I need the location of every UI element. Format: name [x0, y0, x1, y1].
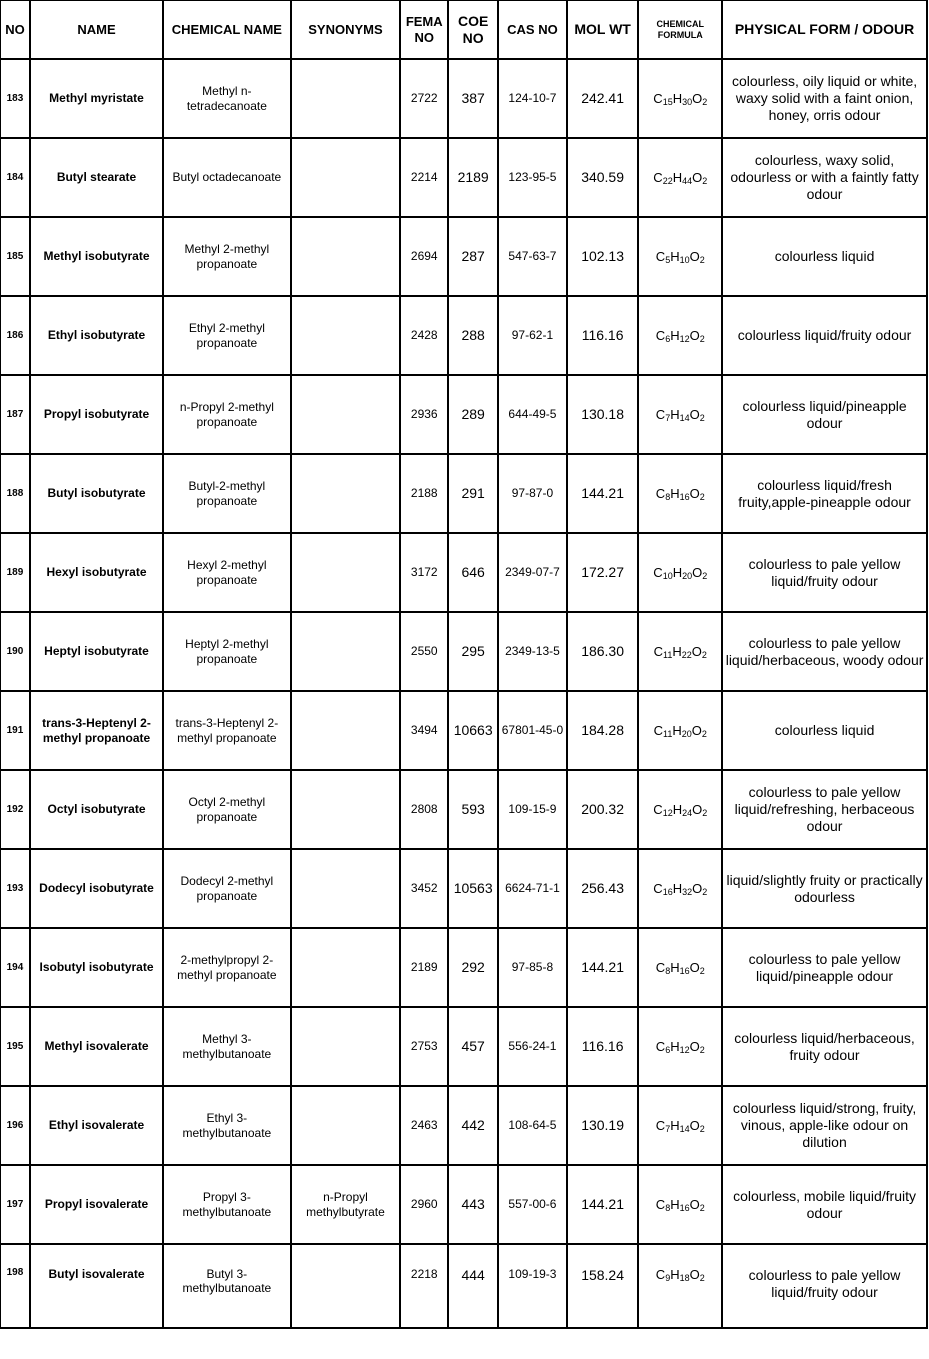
cell-mol-wt: 158.24: [567, 1244, 639, 1328]
header-chemical-formula: CHEMICAL FORMULA: [638, 0, 722, 59]
cell-no: 194: [0, 928, 30, 1007]
cell-mol-wt: 256.43: [567, 849, 639, 928]
cell-synonyms: [291, 217, 401, 296]
cell-name: Methyl isovalerate: [30, 1007, 163, 1086]
cell-chemical-name: trans-3-Heptenyl 2-methyl propanoate: [163, 691, 291, 770]
cell-formula: $C_{11}H_{20}O_2$: [638, 691, 722, 770]
cell-mol-wt: 184.28: [567, 691, 639, 770]
cell-fema-no: 2218: [400, 1244, 448, 1328]
cell-chemical-name: Butyl octadecanoate: [163, 138, 291, 217]
cell-no: 183: [0, 59, 30, 138]
cell-synonyms: [291, 533, 401, 612]
cell-physical-form: colourless, oily liquid or white, waxy solid with a faint onion, honey, orris odour: [722, 59, 927, 138]
cell-synonyms: [291, 1086, 401, 1165]
cell-mol-wt: 102.13: [567, 217, 639, 296]
cell-coe-no: 288: [448, 296, 498, 375]
cell-name: Octyl isobutyrate: [30, 770, 163, 849]
cell-mol-wt: 116.16: [567, 1007, 639, 1086]
cell-coe-no: 289: [448, 375, 498, 454]
cell-name: Butyl isovalerate: [30, 1244, 163, 1328]
cell-fema-no: 2722: [400, 59, 448, 138]
cell-name: trans-3-Heptenyl 2-methyl propanoate: [30, 691, 163, 770]
header-synonyms: SYNONYMS: [291, 0, 401, 59]
cell-coe-no: 2189: [448, 138, 498, 217]
cell-cas-no: 123-95-5: [498, 138, 567, 217]
cell-synonyms: n-Propyl methylbutyrate: [291, 1165, 401, 1244]
cell-synonyms: [291, 1007, 401, 1086]
table-row: [0, 1007, 927, 1086]
cell-fema-no: 2214: [400, 138, 448, 217]
cell-physical-form: colourless to pale yellow liquid/pineapple odour: [722, 928, 927, 1007]
cell-no: 186: [0, 296, 30, 375]
cell-coe-no: 457: [448, 1007, 498, 1086]
cell-mol-wt: 242.41: [567, 59, 639, 138]
table-row: [0, 1244, 927, 1328]
cell-name: Hexyl isobutyrate: [30, 533, 163, 612]
cell-name: Methyl myristate: [30, 59, 163, 138]
cell-chemical-name: n-Propyl 2-methyl propanoate: [163, 375, 291, 454]
cell-no: 185: [0, 217, 30, 296]
cell-cas-no: 556-24-1: [498, 1007, 567, 1086]
cell-coe-no: 443: [448, 1165, 498, 1244]
cell-name: Dodecyl isobutyrate: [30, 849, 163, 928]
cell-fema-no: 3452: [400, 849, 448, 928]
cell-cas-no: 67801-45-0: [498, 691, 567, 770]
table-row: [0, 691, 927, 770]
cell-synonyms: [291, 296, 401, 375]
cell-no: 197: [0, 1165, 30, 1244]
table-row: [0, 59, 927, 138]
cell-cas-no: 557-00-6: [498, 1165, 567, 1244]
cell-name: Propyl isobutyrate: [30, 375, 163, 454]
cell-cas-no: 97-62-1: [498, 296, 567, 375]
header-fema-no: FEMA NO: [400, 0, 448, 59]
cell-chemical-name: Ethyl 2-methyl propanoate: [163, 296, 291, 375]
cell-physical-form: colourless liquid: [722, 691, 927, 770]
cell-synonyms: [291, 849, 401, 928]
cell-fema-no: 3172: [400, 533, 448, 612]
cell-physical-form: colourless liquid: [722, 217, 927, 296]
cell-formula: $C_6H_{12}O_2$: [638, 1007, 722, 1086]
cell-cas-no: 109-15-9: [498, 770, 567, 849]
cell-formula: $C_8H_{16}O_2$: [638, 454, 722, 533]
cell-mol-wt: 186.30: [567, 612, 639, 691]
cell-name: Heptyl isobutyrate: [30, 612, 163, 691]
cell-chemical-name: Hexyl 2-methyl propanoate: [163, 533, 291, 612]
cell-fema-no: 2753: [400, 1007, 448, 1086]
cell-coe-no: 593: [448, 770, 498, 849]
cell-no: 192: [0, 770, 30, 849]
table-row: [0, 612, 927, 691]
cell-mol-wt: 144.21: [567, 1165, 639, 1244]
cell-formula: $C_{11}H_{22}O_2$: [638, 612, 722, 691]
cell-formula: $C_6H_{12}O_2$: [638, 296, 722, 375]
table-row: [0, 138, 927, 217]
header-chemical-name: CHEMICAL NAME: [163, 0, 291, 59]
cell-no: 198: [0, 1244, 30, 1328]
table-row: [0, 1086, 927, 1165]
cell-mol-wt: 144.21: [567, 928, 639, 1007]
cell-no: 188: [0, 454, 30, 533]
cell-cas-no: 97-85-8: [498, 928, 567, 1007]
cell-cas-no: 2349-07-7: [498, 533, 567, 612]
cell-synonyms: [291, 138, 401, 217]
cell-chemical-name: Heptyl 2-methyl propanoate: [163, 612, 291, 691]
cell-formula: $C_{22}H_{44}O_2$: [638, 138, 722, 217]
cell-no: 191: [0, 691, 30, 770]
cell-no: 190: [0, 612, 30, 691]
cell-formula: $C_8H_{16}O_2$: [638, 1165, 722, 1244]
table-row: [0, 849, 927, 928]
cell-synonyms: [291, 1244, 401, 1328]
table-row: [0, 454, 927, 533]
cell-chemical-name: Ethyl 3-methylbutanoate: [163, 1086, 291, 1165]
cell-coe-no: 387: [448, 59, 498, 138]
cell-cas-no: 2349-13-5: [498, 612, 567, 691]
cell-chemical-name: Butyl 3-methylbutanoate: [163, 1244, 291, 1328]
header-mol-wt: MOL WT: [567, 0, 639, 59]
cell-name: Ethyl isobutyrate: [30, 296, 163, 375]
cell-mol-wt: 130.18: [567, 375, 639, 454]
cell-physical-form: colourless, waxy solid, odourless or with a faintly fatty odour: [722, 138, 927, 217]
cell-fema-no: 2463: [400, 1086, 448, 1165]
cell-no: 193: [0, 849, 30, 928]
cell-formula: $C_7H_{14}O_2$: [638, 375, 722, 454]
cell-no: 187: [0, 375, 30, 454]
table-row: [0, 296, 927, 375]
cell-formula: $C_9H_{18}O_2$: [638, 1244, 722, 1328]
cell-coe-no: 10563: [448, 849, 498, 928]
cell-cas-no: 547-63-7: [498, 217, 567, 296]
cell-coe-no: 295: [448, 612, 498, 691]
table-row: [0, 375, 927, 454]
cell-chemical-name: Octyl 2-methyl propanoate: [163, 770, 291, 849]
cell-fema-no: 2694: [400, 217, 448, 296]
cell-chemical-name: Dodecyl 2-methyl propanoate: [163, 849, 291, 928]
cell-fema-no: 2808: [400, 770, 448, 849]
header-coe-no: COE NO: [448, 0, 498, 59]
cell-fema-no: 3494: [400, 691, 448, 770]
cell-physical-form: colourless liquid/fruity odour: [722, 296, 927, 375]
table-row: [0, 1165, 927, 1244]
cell-cas-no: 644-49-5: [498, 375, 567, 454]
cell-fema-no: 2428: [400, 296, 448, 375]
cell-mol-wt: 130.19: [567, 1086, 639, 1165]
header-name: NAME: [30, 0, 163, 59]
cell-physical-form: colourless liquid/herbaceous, fruity odour: [722, 1007, 927, 1086]
cell-name: Methyl isobutyrate: [30, 217, 163, 296]
cell-fema-no: 2188: [400, 454, 448, 533]
cell-chemical-name: Methyl 2-methyl propanoate: [163, 217, 291, 296]
cell-physical-form: colourless to pale yellow liquid/fruity odour: [722, 1244, 927, 1328]
cell-chemical-name: 2-methylpropyl 2-methyl propanoate: [163, 928, 291, 1007]
table-row: [0, 533, 927, 612]
cell-cas-no: 6624-71-1: [498, 849, 567, 928]
cell-chemical-name: Methyl 3-methylbutanoate: [163, 1007, 291, 1086]
cell-fema-no: 2189: [400, 928, 448, 1007]
cell-physical-form: colourless to pale yellow liquid/fruity odour: [722, 533, 927, 612]
cell-no: 195: [0, 1007, 30, 1086]
cell-cas-no: 97-87-0: [498, 454, 567, 533]
cell-formula: $C_7H_{14}O_2$: [638, 1086, 722, 1165]
cell-synonyms: [291, 928, 401, 1007]
cell-mol-wt: 340.59: [567, 138, 639, 217]
cell-cas-no: 108-64-5: [498, 1086, 567, 1165]
cell-name: Propyl isovalerate: [30, 1165, 163, 1244]
cell-name: Butyl stearate: [30, 138, 163, 217]
cell-physical-form: liquid/slightly fruity or practically odourless: [722, 849, 927, 928]
cell-chemical-name: Methyl n-tetradecanoate: [163, 59, 291, 138]
cell-coe-no: 444: [448, 1244, 498, 1328]
header-no: NO: [0, 0, 30, 59]
cell-coe-no: 292: [448, 928, 498, 1007]
cell-fema-no: 2550: [400, 612, 448, 691]
cell-name: Isobutyl isobutyrate: [30, 928, 163, 1007]
cell-coe-no: 442: [448, 1086, 498, 1165]
cell-fema-no: 2936: [400, 375, 448, 454]
cell-mol-wt: 144.21: [567, 454, 639, 533]
cell-synonyms: [291, 691, 401, 770]
cell-coe-no: 291: [448, 454, 498, 533]
cell-coe-no: 646: [448, 533, 498, 612]
cell-formula: $C_8H_{16}O_2$: [638, 928, 722, 1007]
cell-physical-form: colourless liquid/strong, fruity, vinous, apple-like odour on dilution: [722, 1086, 927, 1165]
cell-mol-wt: 116.16: [567, 296, 639, 375]
cell-coe-no: 287: [448, 217, 498, 296]
cell-formula: $C_{15}H_{30}O_2$: [638, 59, 722, 138]
cell-synonyms: [291, 59, 401, 138]
cell-formula: $C_{10}H_{20}O_2$: [638, 533, 722, 612]
cell-cas-no: 124-10-7: [498, 59, 567, 138]
cell-chemical-name: Propyl 3-methylbutanoate: [163, 1165, 291, 1244]
cell-formula: $C_{16}H_{32}O_2$: [638, 849, 722, 928]
cell-no: 189: [0, 533, 30, 612]
cell-formula: $C_5H_{10}O_2$: [638, 217, 722, 296]
cell-synonyms: [291, 612, 401, 691]
cell-cas-no: 109-19-3: [498, 1244, 567, 1328]
table-row: [0, 770, 927, 849]
cell-synonyms: [291, 770, 401, 849]
cell-coe-no: 10663: [448, 691, 498, 770]
cell-physical-form: colourless liquid/fresh fruity,apple-pineapple odour: [722, 454, 927, 533]
cell-synonyms: [291, 454, 401, 533]
header-cas-no: CAS NO: [498, 0, 567, 59]
cell-formula: $C_{12}H_{24}O_2$: [638, 770, 722, 849]
cell-physical-form: colourless to pale yellow liquid/herbaceous, woody odour: [722, 612, 927, 691]
table-row: [0, 217, 927, 296]
cell-physical-form: colourless, mobile liquid/fruity odour: [722, 1165, 927, 1244]
cell-synonyms: [291, 375, 401, 454]
cell-physical-form: colourless liquid/pineapple odour: [722, 375, 927, 454]
table-row: [0, 928, 927, 1007]
cell-mol-wt: 200.32: [567, 770, 639, 849]
cell-name: Butyl isobutyrate: [30, 454, 163, 533]
cell-name: Ethyl isovalerate: [30, 1086, 163, 1165]
cell-fema-no: 2960: [400, 1165, 448, 1244]
cell-physical-form: colourless to pale yellow liquid/refreshing, herbaceous odour: [722, 770, 927, 849]
cell-mol-wt: 172.27: [567, 533, 639, 612]
cell-no: 196: [0, 1086, 30, 1165]
header-physical-form: PHYSICAL FORM / ODOUR: [722, 0, 927, 59]
header-row: [0, 0, 927, 59]
cell-no: 184: [0, 138, 30, 217]
cell-chemical-name: Butyl-2-methyl propanoate: [163, 454, 291, 533]
